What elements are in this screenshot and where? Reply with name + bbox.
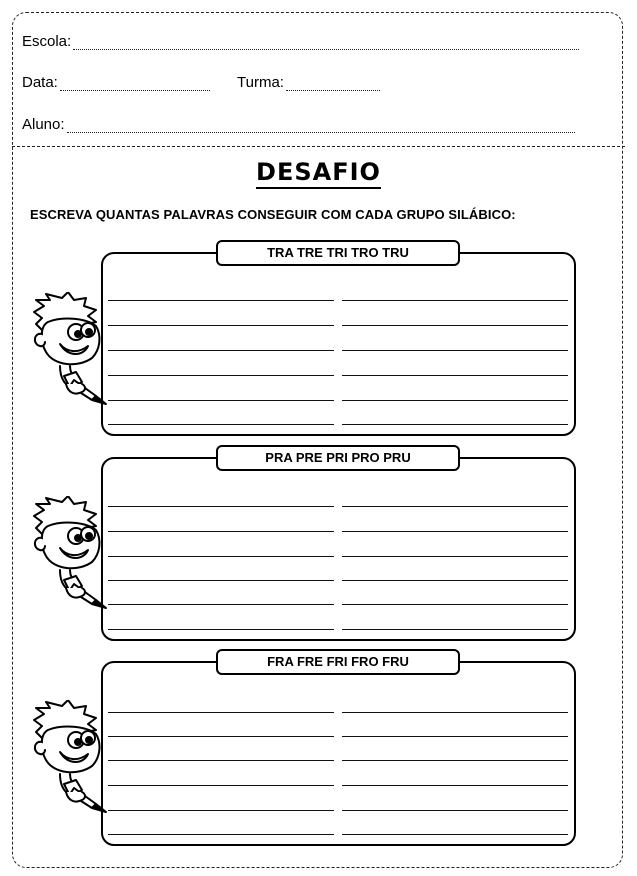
answer-line[interactable] bbox=[342, 350, 568, 351]
student-field[interactable] bbox=[22, 116, 575, 133]
answer-line[interactable] bbox=[108, 712, 334, 713]
answer-line[interactable] bbox=[108, 325, 334, 326]
date-label: Data: bbox=[22, 74, 58, 91]
student-input-line[interactable] bbox=[67, 120, 575, 133]
answer-line[interactable] bbox=[108, 604, 334, 605]
answer-line[interactable] bbox=[108, 629, 334, 630]
answer-line[interactable] bbox=[108, 424, 334, 425]
answer-line[interactable] bbox=[342, 736, 568, 737]
answer-line[interactable] bbox=[108, 556, 334, 557]
answer-line[interactable] bbox=[108, 506, 334, 507]
answer-line[interactable] bbox=[342, 400, 568, 401]
answer-line[interactable] bbox=[342, 325, 568, 326]
answer-line[interactable] bbox=[342, 531, 568, 532]
answer-line[interactable] bbox=[108, 531, 334, 532]
answer-line[interactable] bbox=[108, 736, 334, 737]
answer-line[interactable] bbox=[342, 810, 568, 811]
class-input-line[interactable] bbox=[286, 78, 380, 91]
answer-line[interactable] bbox=[108, 350, 334, 351]
answer-line[interactable] bbox=[108, 375, 334, 376]
boy-with-pencil-icon bbox=[30, 496, 122, 616]
instruction-text: ESCREVA QUANTAS PALAVRAS CONSEGUIR COM CADA GRUPO SILÁBICO: bbox=[30, 207, 516, 222]
answer-line[interactable] bbox=[342, 506, 568, 507]
answer-line[interactable] bbox=[342, 424, 568, 425]
answer-line[interactable] bbox=[108, 785, 334, 786]
answer-line[interactable] bbox=[108, 300, 334, 301]
answer-box-3 bbox=[101, 661, 576, 846]
answer-line[interactable] bbox=[342, 834, 568, 835]
answer-line[interactable] bbox=[342, 580, 568, 581]
answer-line[interactable] bbox=[342, 629, 568, 630]
student-label: Aluno: bbox=[22, 116, 65, 133]
syllable-group-label-3: FRA FRE FRI FRO FRU bbox=[216, 649, 460, 675]
answer-line[interactable] bbox=[342, 375, 568, 376]
syllable-group-label-2: PRA PRE PRI PRO PRU bbox=[216, 445, 460, 471]
answer-line[interactable] bbox=[108, 580, 334, 581]
boy-with-pencil-icon bbox=[30, 700, 122, 820]
boy-with-pencil-icon bbox=[30, 292, 122, 412]
answer-line[interactable] bbox=[342, 556, 568, 557]
class-field[interactable] bbox=[237, 74, 380, 91]
page-title-wrap bbox=[0, 158, 637, 186]
school-field[interactable] bbox=[22, 33, 579, 50]
page-title: DESAFIO bbox=[256, 158, 381, 189]
date-field[interactable] bbox=[22, 74, 210, 91]
answer-line[interactable] bbox=[108, 810, 334, 811]
answer-line[interactable] bbox=[342, 712, 568, 713]
answer-line[interactable] bbox=[342, 785, 568, 786]
header-divider bbox=[12, 146, 625, 147]
class-label: Turma: bbox=[237, 74, 284, 91]
answer-line[interactable] bbox=[342, 604, 568, 605]
answer-line[interactable] bbox=[108, 400, 334, 401]
answer-line[interactable] bbox=[342, 760, 568, 761]
answer-line[interactable] bbox=[342, 300, 568, 301]
date-input-line[interactable] bbox=[60, 78, 210, 91]
answer-line[interactable] bbox=[108, 760, 334, 761]
syllable-group-label-1: TRA TRE TRI TRO TRU bbox=[216, 240, 460, 266]
school-input-line[interactable] bbox=[73, 37, 579, 50]
answer-box-2 bbox=[101, 457, 576, 641]
school-label: Escola: bbox=[22, 33, 72, 50]
answer-line[interactable] bbox=[108, 834, 334, 835]
answer-box-1 bbox=[101, 252, 576, 436]
